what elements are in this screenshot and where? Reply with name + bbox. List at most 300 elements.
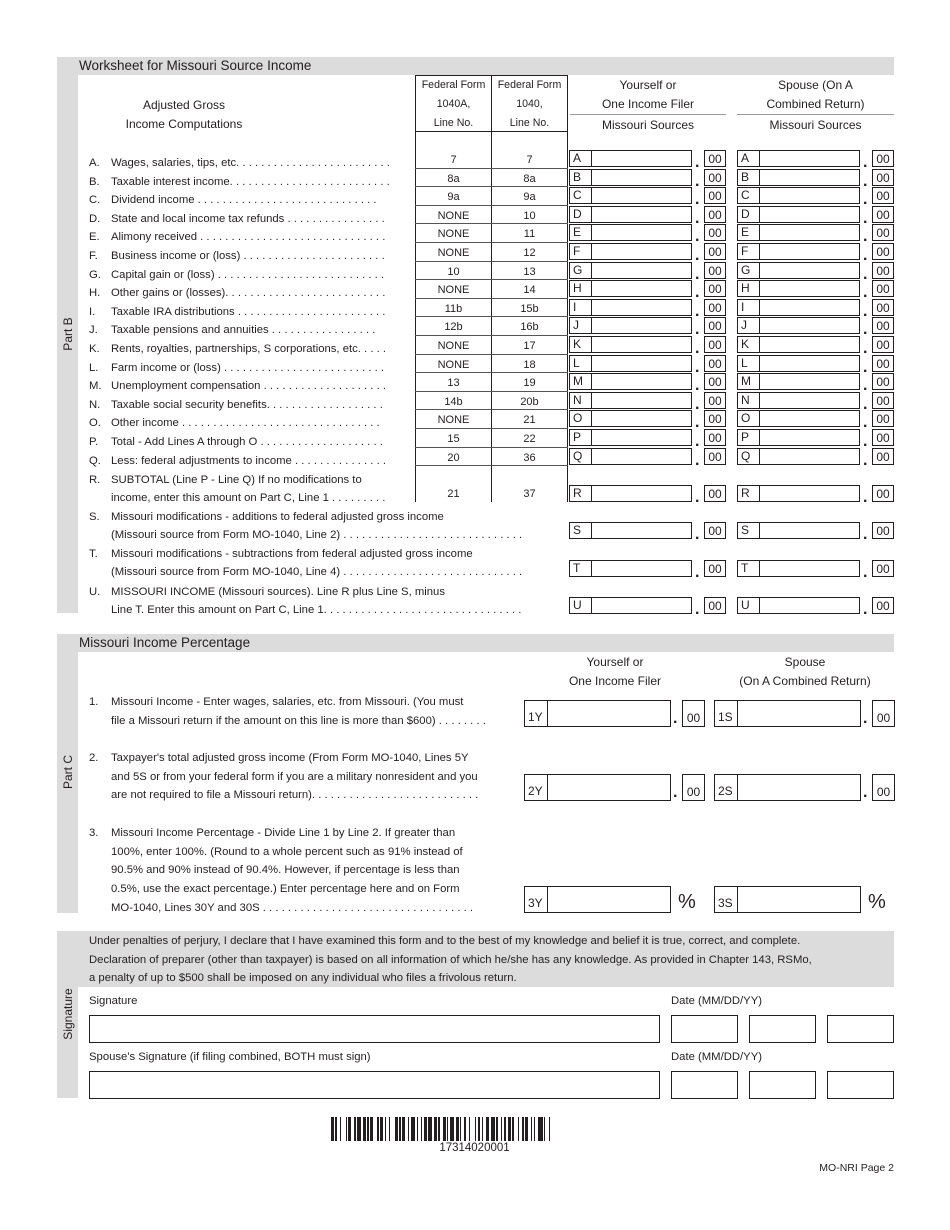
fed-row-rule — [415, 372, 492, 373]
row-label: L. Farm income or (loss) . . . . . . . . . . . . . . . . . . . . . . . . . . — [89, 361, 385, 374]
line-q-s-letter: Q — [741, 449, 751, 463]
date-month-input[interactable] — [671, 1015, 738, 1043]
fed-row-rule — [415, 409, 492, 410]
line-e-y-input[interactable] — [569, 224, 692, 241]
line-3s-label: 3S — [718, 896, 733, 910]
declaration-text: Under penalties of perjury, I declare that I have examined this form and to the best of my knowledge and belief it is true, correct, and complete. Declaration of preparer (other than taxpayer) is based on all information of which he/she has any knowledge. As provided in Chapter 143, RSMo, a penalty of up to $500 shall be imposed on any individual who files a frivolous return. — [89, 935, 812, 984]
fed-row-rule — [415, 279, 492, 280]
line-m-y-cents: 00 — [704, 373, 726, 390]
row-1040-line: 21 — [523, 414, 536, 427]
row-1040a-line: 15 — [447, 433, 460, 445]
barcode-bar — [346, 1117, 347, 1141]
fed-row-rule — [491, 372, 568, 373]
line-j-y-divider — [591, 318, 592, 333]
part-c-line-1-text: 1. Missouri Income - Enter wages, salaries, etc. from Missouri. (You must file a Missouri return if the amount on this line is more than $600) . . . . . . . . — [89, 696, 486, 727]
row-label: K. Rents, royalties, partnerships, S corporations, etc. . . . . — [89, 343, 387, 355]
row-1040-line: 19 — [523, 377, 536, 390]
spouse-signature-label: Spouse's Signature (if filing combined, BOTH must sign) — [89, 1051, 371, 1063]
line-u-y-cents: 00 — [704, 597, 726, 614]
line-p-s-input[interactable] — [737, 429, 860, 446]
line-1y-cents: 00 — [682, 700, 705, 727]
barcode-bar — [417, 1117, 418, 1141]
line-2y-cents: 00 — [682, 774, 705, 801]
row-r-1040a-line: 21 — [447, 488, 460, 500]
line-1s-cents: 00 — [872, 700, 895, 727]
line-f-s-input[interactable] — [737, 243, 860, 260]
line-e-s-divider — [759, 225, 760, 240]
row-label: O. Other income . . . . . . . . . . . . . . . . . . . . . . . . . . . . . . . . — [89, 417, 380, 430]
barcode-bar — [450, 1117, 454, 1141]
line-b-s-decimal: . — [863, 173, 868, 190]
fed-row-rule — [415, 298, 492, 299]
row-1040-line: 7 — [526, 154, 533, 166]
signature-side-label: Signature — [61, 988, 75, 1040]
line-2s-decimal: . — [863, 784, 868, 801]
row-1040-line: 12 — [523, 247, 536, 259]
part-c-side-label: Part C — [61, 755, 75, 790]
fed-1040a-header: Federal Form 1040A, Line No. — [421, 79, 486, 129]
line-l-y-input[interactable] — [569, 355, 692, 372]
fed-row-rule — [415, 186, 492, 187]
line-r-s-letter: R — [741, 486, 750, 500]
line-3s-divider — [737, 887, 738, 912]
barcode-bar — [504, 1117, 507, 1141]
yourself-sources-label: Missouri Sources — [601, 118, 695, 132]
line-1s-input[interactable] — [714, 700, 861, 727]
row-1040-line: 11 — [523, 228, 536, 241]
line-c-s-letter: C — [741, 188, 750, 202]
line-c-y-decimal: . — [695, 191, 700, 208]
row-label: B. Taxable interest income. . . . . . . . . . . . . . . . . . . . . . . . . . — [89, 175, 390, 188]
line-s-s-input[interactable] — [737, 522, 860, 539]
line-e-y-letter: E — [573, 225, 582, 239]
row-1040a-line: 11b — [444, 302, 463, 315]
line-s-y-decimal: . — [695, 526, 700, 543]
line-3y-percent-sign: % — [678, 891, 696, 913]
line-q-y-cents: 00 — [704, 448, 726, 465]
barcode-bar — [525, 1117, 528, 1141]
line-q-s-decimal: . — [863, 452, 868, 469]
line-c-y-input[interactable] — [569, 187, 692, 204]
line-j-y-letter: J — [573, 318, 579, 332]
line-b-y-decimal: . — [695, 173, 700, 190]
line-p-y-cents: 00 — [704, 429, 726, 446]
barcode-bar — [443, 1117, 446, 1141]
part-c-title: Missouri Income Percentage — [79, 635, 251, 650]
line-u-y-input[interactable] — [569, 597, 692, 614]
row-t-label: T. Missouri modifications - subtractions from federal adjusted gross income (Missouri source from Form MO-1040, Line 4) . . . . . . . . . . . . . . . . . . . . . . . . . . . . . — [89, 548, 523, 578]
line-1y-input[interactable] — [524, 700, 671, 727]
row-u-label: U. MISSOURI INCOME (Missouri sources). Line R plus Line S, minus Line T. Enter this amount on Part C, Line 1. . . . . . . . . . . . . . . . . . . . . . . . . . . . . . . . — [89, 586, 522, 616]
line-t-s-cents: 00 — [872, 560, 894, 577]
line-k-s-decimal: . — [863, 340, 868, 357]
fed-row-rule — [415, 335, 492, 336]
barcode-bar — [531, 1117, 532, 1141]
row-1040-line: 18 — [523, 358, 536, 371]
row-label: C. Dividend income . . . . . . . . . . . . . . . . . . . . . . . . . . . . . — [89, 194, 377, 207]
line-o-y-cents: 00 — [704, 410, 726, 427]
line-g-y-cents: 00 — [704, 262, 726, 279]
line-r-y-letter: R — [573, 486, 582, 500]
line-n-y-input[interactable] — [569, 392, 692, 409]
line-p-s-divider — [759, 430, 760, 445]
line-j-y-cents: 00 — [704, 317, 726, 334]
line-j-s-decimal: . — [863, 321, 868, 338]
line-n-s-input[interactable] — [737, 392, 860, 409]
fed-row-rule — [491, 168, 568, 169]
line-c-s-input[interactable] — [737, 187, 860, 204]
line-s-s-divider — [759, 523, 760, 538]
line-u-y-divider — [591, 598, 592, 613]
row-1040a-line: NONE — [437, 247, 470, 259]
fed-row-rule — [415, 354, 492, 355]
line-o-y-divider — [591, 411, 592, 426]
line-o-s-divider — [759, 411, 760, 426]
barcode-bar — [421, 1117, 422, 1141]
fed-row-rule — [491, 279, 568, 280]
line-j-s-divider — [759, 318, 760, 333]
line-e-s-letter: E — [741, 225, 750, 239]
line-b-s-divider — [759, 170, 760, 185]
line-r-y-input[interactable] — [569, 485, 692, 502]
page-label: MO-NRI Page 2 — [819, 1162, 894, 1174]
line-p-y-letter: P — [573, 430, 582, 444]
line-i-s-cents: 00 — [872, 299, 894, 316]
line-b-s-input[interactable] — [737, 169, 860, 186]
barcode-bar — [399, 1117, 400, 1141]
line-f-y-cents: 00 — [704, 243, 726, 260]
date-year-input[interactable] — [827, 1015, 894, 1043]
row-1040a-line: 9a — [447, 191, 460, 204]
row-label: J. Taxable pensions and annuities . . . . . . . . . . . . . . . . . — [89, 324, 376, 337]
line-1s-divider — [737, 701, 738, 726]
line-t-s-input[interactable] — [737, 560, 860, 577]
line-2s-divider — [737, 775, 738, 800]
line-o-s-letter: O — [741, 411, 751, 425]
line-m-s-decimal: . — [863, 377, 868, 394]
line-r-s-decimal: . — [863, 489, 868, 506]
row-1040a-line: NONE — [437, 284, 470, 297]
line-2y-label: 2Y — [528, 784, 543, 798]
row-1040a-line: 20 — [447, 451, 460, 464]
line-s-y-input[interactable] — [569, 522, 692, 539]
line-p-y-divider — [591, 430, 592, 445]
line-g-s-divider — [759, 263, 760, 278]
line-c-s-decimal: . — [863, 191, 868, 208]
line-3y-label: 3Y — [528, 896, 543, 910]
line-a-y-input[interactable] — [569, 150, 692, 167]
line-a-y-divider — [591, 151, 592, 166]
barcode-bar — [475, 1117, 476, 1141]
line-g-s-input[interactable] — [737, 262, 860, 279]
line-s-y-letter: S — [573, 523, 582, 537]
barcode-bar — [460, 1117, 461, 1141]
line-d-s-cents: 00 — [872, 206, 894, 223]
line-l-s-cents: 00 — [872, 355, 894, 372]
barcode-bar — [370, 1117, 373, 1141]
line-t-y-decimal: . — [695, 564, 700, 581]
row-1040a-line: 7 — [450, 154, 457, 166]
line-a-s-cents: 00 — [872, 150, 894, 167]
line-a-y-letter: A — [573, 151, 582, 165]
line-f-y-divider — [591, 244, 592, 259]
line-r-y-cents: 00 — [704, 485, 726, 502]
row-1040-line: 16b — [520, 321, 539, 334]
spouse-date-label: Date (MM/DD/YY) — [671, 1051, 763, 1063]
row-1040-line: 36 — [523, 451, 536, 464]
part-c-line-2-text: 2. Taxpayer's total adjusted gross income (From Form MO-1040, Lines 5Y and 5S or from your federal form if you are a military nonresident and you are not required to file a Missouri return). . . . . . . . . . . . . . . . . . . . . . . . . . . — [89, 752, 479, 802]
part-c-yourself-header: Yourself or One Income Filer — [568, 655, 662, 688]
line-a-y-cents: 00 — [704, 150, 726, 167]
line-r-s-cents: 00 — [872, 485, 894, 502]
barcode-bar — [377, 1117, 378, 1141]
line-m-y-letter: M — [573, 374, 583, 388]
fed-row-rule — [415, 428, 492, 429]
barcode-bar — [354, 1117, 355, 1141]
line-i-s-decimal: . — [863, 303, 868, 320]
barcode-bar — [478, 1117, 481, 1141]
line-s-y-cents: 00 — [704, 522, 726, 539]
line-i-y-cents: 00 — [704, 299, 726, 316]
line-k-y-input[interactable] — [569, 336, 692, 353]
line-s-y-divider — [591, 523, 592, 538]
yourself-header-rule — [570, 114, 726, 115]
part-c-spouse-header: Spouse (On A Combined Return) — [739, 655, 871, 688]
line-1y-divider — [547, 701, 548, 726]
line-n-y-cents: 00 — [704, 392, 726, 409]
line-u-s-decimal: . — [863, 601, 868, 618]
line-3s-percent-sign: % — [868, 891, 886, 913]
line-2s-input[interactable] — [714, 774, 861, 801]
line-q-s-cents: 00 — [872, 448, 894, 465]
yourself-header: Yourself or One Income Filer — [601, 78, 695, 111]
fed-row-rule — [491, 242, 568, 243]
barcode-bar — [389, 1117, 390, 1141]
barcode — [331, 1117, 618, 1141]
line-s-s-letter: S — [741, 523, 750, 537]
line-i-y-decimal: . — [695, 303, 700, 320]
fed-row-rule — [491, 205, 568, 206]
line-3y-input[interactable] — [524, 886, 671, 913]
line-p-s-cents: 00 — [872, 429, 894, 446]
signature-input[interactable] — [89, 1015, 660, 1043]
fed-row-rule — [415, 168, 492, 169]
part-b-title: Worksheet for Missouri Source Income — [79, 58, 312, 73]
line-t-y-divider — [591, 561, 592, 576]
line-p-s-decimal: . — [863, 433, 868, 450]
barcode-bar — [348, 1117, 351, 1141]
line-n-s-divider — [759, 393, 760, 408]
row-1040a-line: 8a — [447, 172, 460, 185]
line-1s-decimal: . — [863, 710, 868, 727]
line-t-s-decimal: . — [863, 564, 868, 581]
line-i-s-divider — [759, 300, 760, 315]
line-2y-input[interactable] — [524, 774, 671, 801]
row-1040a-line: NONE — [437, 228, 470, 241]
fed-row-rule — [415, 316, 492, 317]
line-d-y-input[interactable] — [569, 206, 692, 223]
fed-row-rule — [491, 335, 568, 336]
fed-row-rule — [415, 391, 492, 392]
line-3y-divider — [547, 887, 548, 912]
line-m-s-letter: M — [741, 374, 751, 388]
line-f-s-divider — [759, 244, 760, 259]
barcode-bar — [518, 1117, 519, 1141]
barcode-bar — [438, 1117, 439, 1141]
barcode-bar — [408, 1117, 409, 1141]
line-q-y-input[interactable] — [569, 448, 692, 465]
line-j-y-decimal: . — [695, 321, 700, 338]
line-j-s-letter: J — [741, 318, 747, 332]
barcode-bar — [385, 1117, 386, 1141]
row-1040-line: 13 — [523, 265, 536, 278]
row-label: I. Taxable IRA distributions . . . . . . . . . . . . . . . . . . . . . . . . — [89, 305, 386, 318]
row-1040a-line: NONE — [437, 358, 470, 371]
line-e-s-cents: 00 — [872, 224, 894, 241]
row-r-1040-line: 37 — [523, 488, 536, 500]
barcode-bar — [434, 1117, 437, 1141]
line-r-s-input[interactable] — [737, 485, 860, 502]
row-1040a-line: 12b — [444, 321, 463, 334]
line-k-s-divider — [759, 337, 760, 352]
line-m-s-input[interactable] — [737, 373, 860, 390]
barcode-bar — [469, 1117, 470, 1141]
line-3s-input[interactable] — [714, 886, 861, 913]
line-h-s-divider — [759, 281, 760, 296]
line-u-y-decimal: . — [695, 601, 700, 618]
line-o-y-input[interactable] — [569, 410, 692, 427]
fed-row-rule — [491, 261, 568, 262]
line-h-y-input[interactable] — [569, 280, 692, 297]
line-u-s-letter: U — [741, 598, 750, 612]
fed-col-r-right — [567, 467, 568, 502]
line-l-s-input[interactable] — [737, 355, 860, 372]
line-q-s-input[interactable] — [737, 448, 860, 465]
row-1040a-line: 10 — [447, 265, 460, 278]
line-j-y-input[interactable] — [569, 317, 692, 334]
line-d-s-input[interactable] — [737, 206, 860, 223]
line-p-y-input[interactable] — [569, 429, 692, 446]
line-k-s-input[interactable] — [737, 336, 860, 353]
spouse-date-month-input[interactable] — [671, 1071, 738, 1099]
line-f-s-decimal: . — [863, 247, 868, 264]
line-a-s-letter: A — [741, 151, 750, 165]
row-label: H. Other gains or (losses). . . . . . . . . . . . . . . . . . . . . . . . . . — [89, 287, 386, 300]
line-e-s-input[interactable] — [737, 224, 860, 241]
barcode-bar — [496, 1117, 497, 1141]
barcode-bar — [340, 1117, 341, 1141]
spouse-date-year-input[interactable] — [827, 1071, 894, 1099]
row-label: F. Business income or (loss) . . . . . . . . . . . . . . . . . . . . . . . — [89, 250, 385, 262]
line-1y-decimal: . — [673, 710, 678, 727]
line-g-y-input[interactable] — [569, 262, 692, 279]
line-a-s-input[interactable] — [737, 150, 860, 167]
signature-label: Signature — [89, 995, 138, 1007]
line-c-y-divider — [591, 188, 592, 203]
line-h-s-input[interactable] — [737, 280, 860, 297]
line-b-y-input[interactable] — [569, 169, 692, 186]
barcode-bar — [402, 1117, 405, 1141]
line-h-s-cents: 00 — [872, 280, 894, 297]
barcode-bar — [380, 1117, 383, 1141]
barcode-bar — [456, 1117, 459, 1141]
line-r-y-decimal: . — [695, 489, 700, 506]
line-n-y-divider — [591, 393, 592, 408]
line-f-y-input[interactable] — [569, 243, 692, 260]
fed-row-rule — [415, 242, 492, 243]
line-g-y-divider — [591, 263, 592, 278]
fed-row-rule — [491, 465, 568, 466]
row-1040-line: 8a — [523, 172, 536, 185]
line-g-y-decimal: . — [695, 266, 700, 283]
row-1040a-line: NONE — [437, 340, 470, 352]
fed-row-rule — [415, 205, 492, 206]
line-i-y-input[interactable] — [569, 299, 692, 316]
line-d-s-divider — [759, 207, 760, 222]
fed-1040-header: Federal Form 1040, Line No. — [497, 79, 562, 129]
line-o-s-decimal: . — [863, 414, 868, 431]
fed-row-rule — [491, 391, 568, 392]
line-f-s-cents: 00 — [872, 243, 894, 260]
line-e-y-decimal: . — [695, 228, 700, 245]
line-q-s-divider — [759, 449, 760, 464]
line-i-y-letter: I — [573, 300, 577, 314]
line-m-y-input[interactable] — [569, 373, 692, 390]
line-b-y-divider — [591, 170, 592, 185]
row-1040-line: 15b — [520, 302, 539, 315]
line-u-s-input[interactable] — [737, 597, 860, 614]
line-m-s-cents: 00 — [872, 373, 894, 390]
line-t-y-input[interactable] — [569, 560, 692, 577]
line-k-s-cents: 00 — [872, 336, 894, 353]
line-m-s-divider — [759, 374, 760, 389]
row-1040a-line: NONE — [437, 414, 470, 427]
line-l-y-divider — [591, 356, 592, 371]
row-label: N. Taxable social security benefits. . . . . . . . . . . . . . . . . . . — [89, 398, 383, 411]
line-j-s-input[interactable] — [737, 317, 860, 334]
barcode-bar — [335, 1117, 336, 1141]
row-1040a-line: NONE — [437, 209, 470, 222]
line-n-s-letter: N — [741, 393, 750, 407]
line-c-y-cents: 00 — [704, 187, 726, 204]
fed-row-rule — [415, 447, 492, 448]
line-l-y-letter: L — [573, 356, 580, 370]
line-b-s-letter: B — [741, 170, 750, 184]
line-a-s-decimal: . — [863, 154, 868, 171]
spouse-date-day-input[interactable] — [749, 1071, 816, 1099]
line-t-s-divider — [759, 561, 760, 576]
line-f-y-decimal: . — [695, 247, 700, 264]
fed-row-rule — [491, 298, 568, 299]
barcode-bar — [447, 1117, 448, 1141]
barcode-bar — [508, 1117, 511, 1141]
line-h-y-letter: H — [573, 281, 582, 295]
barcode-bar — [367, 1117, 368, 1141]
line-d-y-letter: D — [573, 207, 582, 221]
line-o-s-input[interactable] — [737, 410, 860, 427]
barcode-bar — [491, 1117, 495, 1141]
line-i-s-input[interactable] — [737, 299, 860, 316]
line-g-y-letter: G — [573, 263, 583, 277]
line-d-s-decimal: . — [863, 210, 868, 227]
fed-row-rule — [491, 316, 568, 317]
line-g-s-letter: G — [741, 263, 751, 277]
spouse-signature-input[interactable] — [89, 1071, 660, 1099]
line-e-y-cents: 00 — [704, 224, 726, 241]
line-c-s-cents: 00 — [872, 187, 894, 204]
row-1040a-line: 13 — [447, 377, 460, 390]
date-day-input[interactable] — [749, 1015, 816, 1043]
